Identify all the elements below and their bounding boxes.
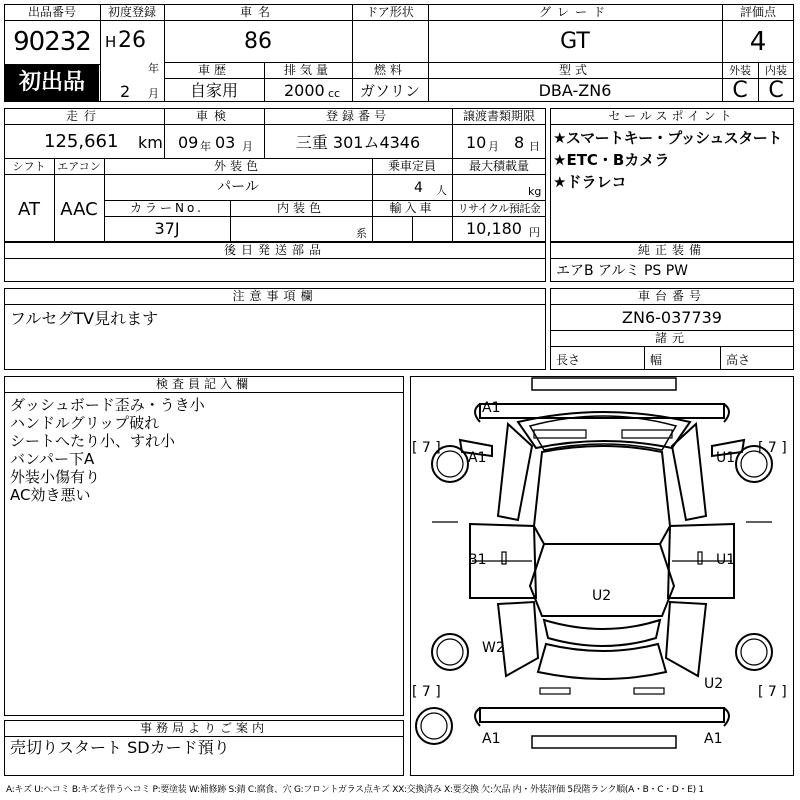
first-registration-year: 26 bbox=[118, 28, 146, 53]
interior-color-label: 内装色 bbox=[276, 201, 325, 215]
tire-depth: [ 7 ] bbox=[412, 684, 441, 700]
era: H bbox=[105, 33, 117, 51]
grade: GT bbox=[560, 29, 590, 54]
transfer-month: 10 bbox=[466, 133, 487, 152]
transfer-day-unit: 日 bbox=[529, 140, 540, 153]
max-load-unit: kg bbox=[528, 185, 542, 198]
interior-grade-label: 内装 bbox=[765, 64, 787, 77]
year-unit: 年 bbox=[148, 62, 159, 75]
sales-point-item: ★スマートキー・プッシュスタート bbox=[553, 129, 782, 147]
model-code: DBA-ZN6 bbox=[538, 81, 612, 100]
displacement-label: 排気量 bbox=[283, 63, 332, 77]
first-registration-month: 2 bbox=[120, 82, 131, 101]
shift-label: シフト bbox=[12, 160, 46, 173]
first-registration-label: 初度登録 bbox=[107, 5, 156, 19]
registration-number-label: 登録番号 bbox=[325, 109, 390, 123]
lot-number-label: 出品番号 bbox=[27, 5, 76, 19]
office-notice-label: 事務局よりご案内 bbox=[139, 721, 268, 735]
grade-label: グレード bbox=[538, 5, 611, 19]
inspector-notes bbox=[10, 396, 205, 504]
width-label: 幅 bbox=[650, 353, 663, 367]
transfer-day: 8 bbox=[514, 133, 525, 152]
recycle-deposit-unit: 円 bbox=[529, 226, 540, 239]
sales-point-item: ★ETC・Bカメラ bbox=[553, 151, 670, 169]
exterior-grade-label: 外装 bbox=[729, 64, 751, 77]
inspector-note: ダッシュボード歪み・うき小 bbox=[10, 396, 205, 414]
import-label: 輸入車 bbox=[389, 201, 435, 215]
vehicle-info-block bbox=[4, 108, 546, 242]
model-code-label: 型式 bbox=[558, 63, 591, 77]
inspector-note: AC効き悪い bbox=[10, 486, 91, 504]
inspector-note: シートへたり小、すれ小 bbox=[10, 432, 176, 450]
first-listing-label: 初出品 bbox=[18, 70, 85, 95]
score: 4 bbox=[749, 27, 767, 57]
interior-grade: C bbox=[768, 78, 784, 103]
sales-points-label: セールスポイント bbox=[608, 109, 736, 123]
inspection-year-unit: 年 bbox=[200, 140, 211, 153]
sales-point-item: ★ドラレコ bbox=[553, 173, 627, 191]
exterior-color-label: 外装色 bbox=[213, 159, 262, 173]
transfer-deadline-label: 譲渡書類期限 bbox=[462, 109, 535, 123]
month-unit: 月 bbox=[148, 87, 159, 100]
dimensions-label: 諸元 bbox=[654, 331, 689, 345]
damage-mark: A1 bbox=[704, 731, 723, 747]
car-body-diagram bbox=[410, 376, 794, 776]
capacity-unit: 人 bbox=[436, 184, 447, 197]
mileage-label: 走行 bbox=[65, 109, 102, 123]
office-notice: 売切りスタート SDカード預り bbox=[10, 738, 230, 757]
score-label: 評価点 bbox=[739, 5, 776, 19]
damage-mark: A1 bbox=[482, 731, 501, 747]
damage-mark: U2 bbox=[704, 676, 724, 692]
notes-label: 注意事項欄 bbox=[232, 289, 318, 303]
capacity-label: 乗車定員 bbox=[387, 159, 436, 173]
inspector-note: 外装小傷有り bbox=[10, 468, 101, 486]
history-label: 車歴 bbox=[197, 63, 230, 77]
recycle-deposit: 10,180 bbox=[466, 219, 522, 238]
inspection-year: 09 bbox=[178, 133, 199, 152]
aircon: AAC bbox=[60, 199, 98, 220]
car-name-label: 車名 bbox=[239, 5, 276, 19]
inspection-month-unit: 月 bbox=[242, 140, 253, 153]
mileage-unit: km bbox=[138, 133, 163, 152]
tire-depth: [ 7 ] bbox=[758, 440, 787, 456]
damage-mark: U1 bbox=[716, 450, 736, 466]
displacement-unit: cc bbox=[328, 87, 341, 100]
legend: A:キズ U:ヘコミ B:キズを伴うヘコミ P:要塗装 W:補修跡 S:錆 C:腐食、穴 G:フロントガラス点キズ XX:交換済み X:要交換 欠:欠品 内・外装評価 5段階ランク順(A・B・C・D・E) 1 bbox=[6, 785, 704, 795]
mileage: 125,661 bbox=[44, 131, 119, 152]
damage-mark: U2 bbox=[592, 588, 612, 604]
exterior-grade: C bbox=[732, 78, 748, 103]
later-parts-label: 後日発送部品 bbox=[223, 243, 326, 257]
equipment: エアB アルミ PS PW bbox=[556, 263, 689, 279]
interior-color-unit: 系 bbox=[356, 227, 367, 240]
capacity: 4 bbox=[414, 180, 423, 196]
lot-number: 90232 bbox=[13, 27, 91, 57]
inspector-note: ハンドルグリップ破れ bbox=[10, 414, 160, 432]
tire-depth: [ 7 ] bbox=[412, 440, 441, 456]
damage-mark: U1 bbox=[716, 552, 736, 568]
inspection-month: 03 bbox=[215, 133, 236, 152]
registration-number: 三重 301ム4346 bbox=[295, 133, 421, 152]
max-load-label: 最大積載量 bbox=[468, 159, 529, 173]
length-label: 長さ bbox=[556, 353, 581, 367]
damage-mark: B1 bbox=[468, 552, 487, 568]
color-number-label: カラーNo. bbox=[130, 201, 204, 215]
height-label: 高さ bbox=[726, 353, 751, 367]
chassis-number: ZN6-037739 bbox=[622, 308, 722, 327]
exterior-color: パール bbox=[217, 179, 259, 195]
history: 自家用 bbox=[189, 81, 238, 100]
transfer-month-unit: 月 bbox=[488, 140, 499, 153]
damage-mark: A1 bbox=[468, 450, 487, 466]
tire-depth: [ 7 ] bbox=[758, 684, 787, 700]
recycle-deposit-label: リサイクル預託金 bbox=[457, 202, 541, 215]
inspection-label: 車検 bbox=[195, 109, 232, 123]
notes: フルセグTV見れます bbox=[10, 309, 159, 328]
color-number: 37J bbox=[154, 219, 180, 238]
damage-mark: W2 bbox=[482, 640, 505, 656]
inspector-notes-label: 検査員記入欄 bbox=[155, 377, 252, 391]
shift: AT bbox=[18, 199, 40, 220]
door-shape-label: ドア形状 bbox=[366, 5, 414, 19]
fuel-label: 燃料 bbox=[373, 63, 406, 77]
damage-mark: A1 bbox=[482, 400, 501, 416]
aircon-label: エアコン bbox=[57, 160, 101, 173]
chassis-number-label: 車台番号 bbox=[637, 289, 706, 303]
equipment-label: 純正装備 bbox=[637, 243, 706, 257]
displacement: 2000 bbox=[284, 81, 325, 100]
fuel: ガソリン bbox=[359, 82, 420, 100]
inspector-note: バンパー下A bbox=[10, 450, 95, 468]
car-name: 86 bbox=[244, 29, 272, 54]
